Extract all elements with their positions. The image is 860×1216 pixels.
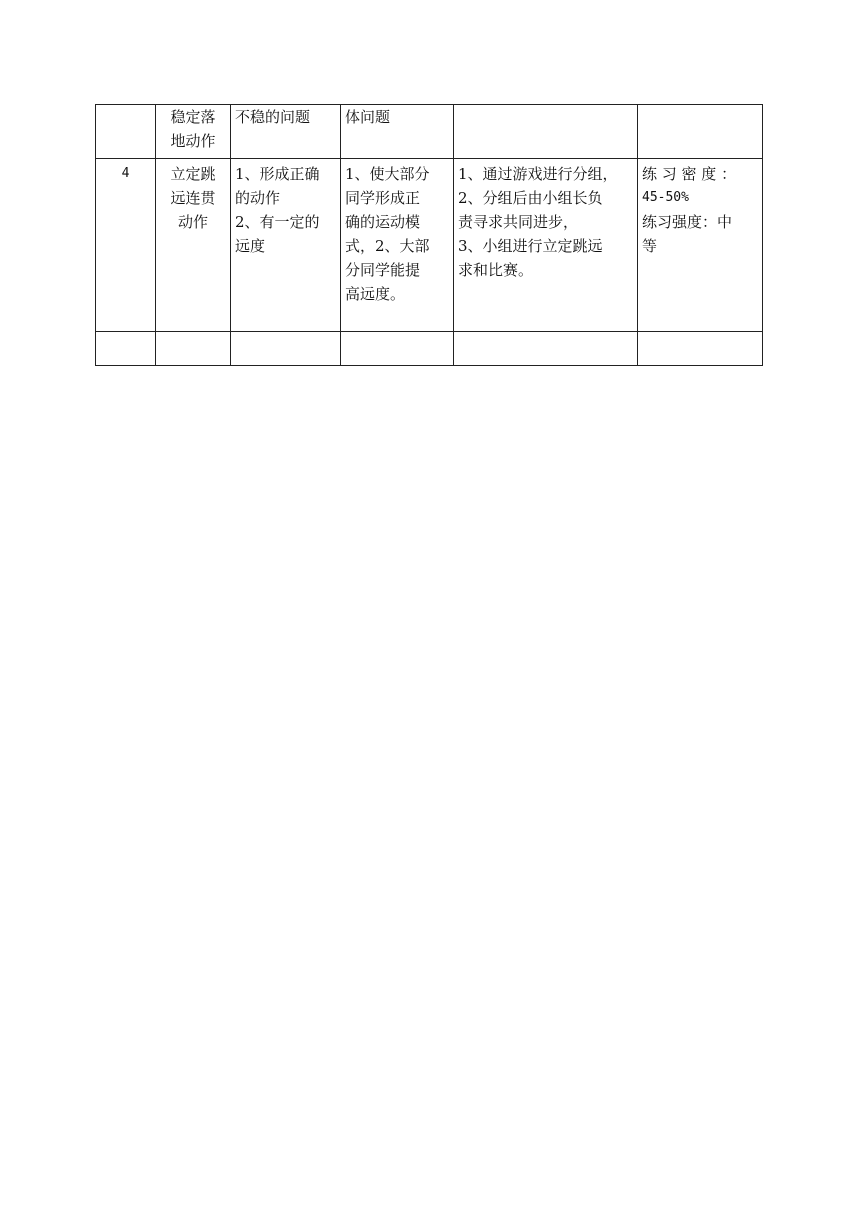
- row-number: 4: [121, 166, 130, 181]
- table-cell-intensity: [638, 159, 763, 332]
- cell-text-line: 1、形成正确: [235, 165, 320, 183]
- table-cell-methods: [454, 332, 638, 366]
- table-cell-goals: [341, 332, 454, 366]
- cell-text-line: 45-50%: [642, 190, 689, 205]
- cell-text-line: 式，2、大部: [345, 237, 430, 255]
- cell-text-line: 责寻求共同进步，: [458, 213, 579, 231]
- table-cell-methods: [454, 105, 638, 159]
- cell-text-line: 立定跳: [170, 165, 216, 183]
- table-cell-skill: [156, 105, 231, 159]
- cell-text-line: 确的运动模: [345, 213, 421, 231]
- table-cell-intensity: [638, 332, 763, 366]
- table-cell-skill: [156, 159, 231, 332]
- cell-text-line: 的动作: [235, 189, 281, 207]
- table-row: [96, 332, 763, 366]
- cell-text-line: 稳定落: [170, 108, 216, 126]
- cell-text-line: 练习强度：中: [642, 213, 733, 231]
- cell-text-line: 等: [642, 237, 658, 255]
- table-cell-methods: [454, 159, 638, 332]
- cell-text-line: 同学形成正: [345, 189, 421, 207]
- cell-text-line: 3、小组进行立定跳远: [458, 237, 603, 255]
- table-cell-index: [96, 332, 156, 366]
- table-cell-skill: [156, 332, 231, 366]
- table-cell-problems: [231, 159, 341, 332]
- cell-text-line: 练 习 密 度 ：: [642, 165, 737, 183]
- cell-text-line: 动作: [177, 213, 208, 231]
- cell-text-line: 远连贯: [170, 189, 216, 207]
- lesson-plan-table: [95, 104, 763, 366]
- table-cell-goals: [341, 159, 454, 332]
- table-cell-problems: [231, 105, 341, 159]
- cell-text-line: 2、有一定的: [235, 213, 320, 231]
- cell-text-line: 分同学能提: [345, 261, 421, 279]
- cell-text-line: 高远度。: [345, 285, 406, 303]
- table-cell-intensity: [638, 105, 763, 159]
- cell-text-line: 1、使大部分: [345, 165, 430, 183]
- table-cell-goals: [341, 105, 454, 159]
- table-cell-index: [96, 105, 156, 159]
- cell-text-line: 求和比赛。: [458, 261, 534, 279]
- table-cell-problems: [231, 332, 341, 366]
- table-row: [96, 159, 763, 332]
- cell-text-line: 地动作: [170, 132, 216, 150]
- cell-text-line: 体问题: [345, 108, 391, 126]
- table-cell-index: [96, 159, 156, 332]
- cell-text-line: 2、分组后由小组长负: [458, 189, 603, 207]
- cell-text-line: 远度: [235, 237, 266, 255]
- cell-text-line: 1、通过游戏进行分组，: [458, 165, 618, 183]
- table-row: [96, 105, 763, 159]
- cell-text-line: 不稳的问题: [235, 108, 311, 126]
